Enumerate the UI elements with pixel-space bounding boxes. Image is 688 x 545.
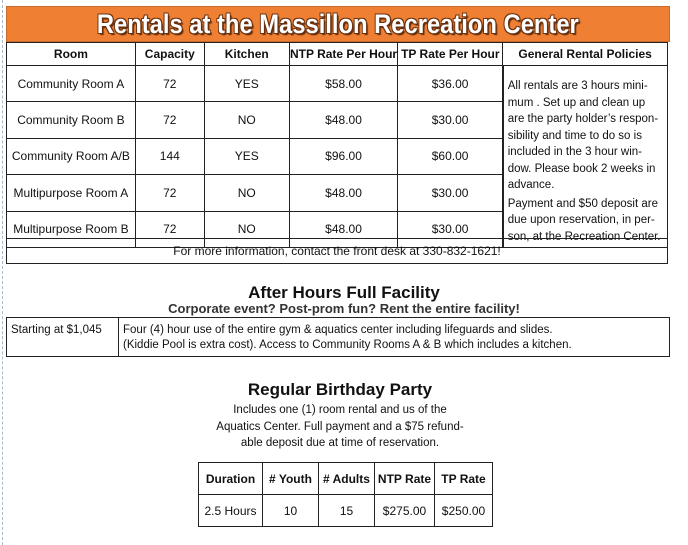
policy-cell [503,66,668,248]
birthday-duration: 2.5 Hours [199,495,263,527]
header-kitchen: Kitchen [204,43,289,66]
room-kitchen: YES [204,138,289,174]
room-ntp-rate: $48.00 [289,102,398,138]
room-tp-rate: $30.00 [398,211,503,247]
birthday-table [198,462,493,527]
after-hours-heading: After Hours Full Facility [248,283,440,302]
header-ntp-rate: NTP Rate Per Hour [289,43,398,66]
birthday-description-line-1: Includes one (1) room rental and us of the [233,404,447,416]
header-adults: # Adults [319,463,375,495]
room-kitchen: NO [204,102,289,138]
policy-text-1: All rentals are 3 hours mini-mum . Set up and clean up are the party holder’s respon-sibility and time to do so is included in the 3 hour win-dow. Please book 2 weeks in advance. [507,80,659,191]
room-tp-rate: $60.00 [398,138,503,174]
policy-text-2: Payment and $50 deposit are due upon reservation, in per-son, at the Recreation Center. [507,197,661,243]
room-name: Community Room A/B [7,138,136,174]
page-title: Rentals at the Massillon Recreation Center [97,8,579,39]
rental-header-row [7,43,668,66]
birthday-adults: 15 [319,495,375,527]
room-capacity: 72 [135,102,204,138]
room-tp-rate: $36.00 [398,66,503,102]
page-edge-guide [2,0,3,545]
header-capacity: Capacity [135,43,204,66]
contact-info-text: For more information, contact the front desk at 330-832-1621! [173,244,501,258]
after-hours-subheading: Corporate event? Post-prom fun? Rent the entire facility! [168,301,520,316]
table-row [199,495,493,527]
after-hours-description-line-2: (Kiddie Pool is extra cost). Access to Community Rooms A & B which includes a kitchen. [123,339,572,351]
room-kitchen: NO [204,175,289,211]
room-tp-rate: $30.00 [398,175,503,211]
header-room: Room [7,43,136,66]
rental-table [6,42,668,248]
after-hours-description-line-1: Four (4) hour use of the entire gym & aquatics center including lifeguards and slides. [123,324,553,336]
header-policies: General Rental Policies [503,43,668,66]
room-ntp-rate: $96.00 [289,138,398,174]
room-kitchen: YES [204,66,289,102]
room-capacity: 72 [135,211,204,247]
contact-info-line [6,238,668,264]
header-tp-rate: TP Rate Per Hour [398,43,503,66]
header-ntp-rate: NTP Rate [375,463,435,495]
after-hours-row [6,317,670,357]
after-hours-price: Starting at $1,045 [7,318,119,356]
birthday-description-line-3: able deposit due at time of reservation. [240,437,440,449]
birthday-description [200,402,480,452]
room-name: Community Room B [7,102,136,138]
table-row [7,66,668,102]
title-banner [6,6,670,42]
room-tp-rate: $30.00 [398,102,503,138]
birthday-tp-rate: $250.00 [435,495,493,527]
header-duration: Duration [199,463,263,495]
room-ntp-rate: $58.00 [289,66,398,102]
room-capacity: 144 [135,138,204,174]
room-capacity: 72 [135,175,204,211]
room-name: Multipurpose Room A [7,175,136,211]
birthday-description-line-2: Aquatics Center. Full payment and a $75 refund- [216,420,464,433]
birthday-ntp-rate: $275.00 [375,495,435,527]
room-name: Community Room A [7,66,136,102]
room-ntp-rate: $48.00 [289,175,398,211]
room-capacity: 72 [135,66,204,102]
header-youth: # Youth [263,463,319,495]
header-tp-rate: TP Rate [435,463,493,495]
after-hours-description [119,318,669,356]
room-kitchen: NO [204,211,289,247]
room-name: Multipurpose Room B [7,211,136,247]
birthday-youth: 10 [263,495,319,527]
birthday-header-row [199,463,493,495]
birthday-heading: Regular Birthday Party [247,380,433,399]
room-ntp-rate: $48.00 [289,211,398,247]
